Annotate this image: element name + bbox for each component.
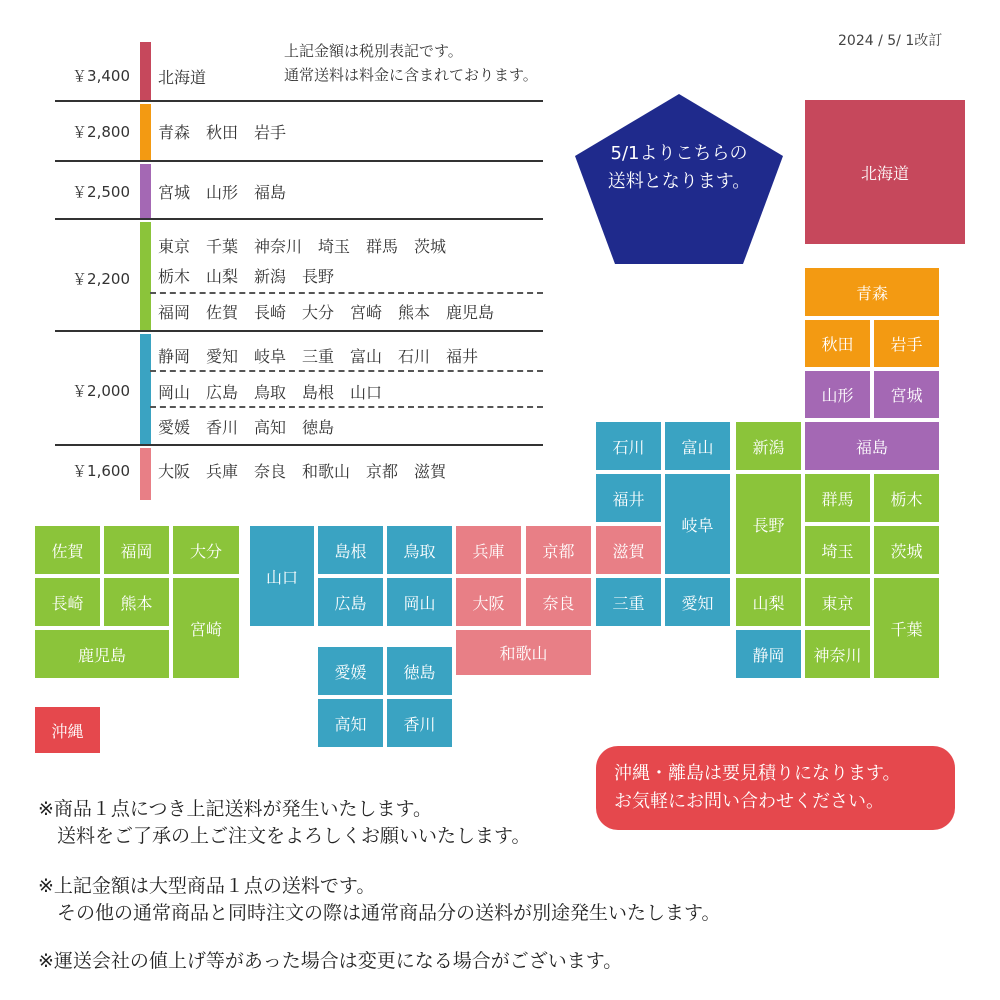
price-label: ￥1,600 [72,462,130,480]
map-tile-tottori: 鳥取 [387,526,452,574]
map-tile-gunma: 群馬 [805,474,870,522]
price-color-bar-1600 [140,448,151,500]
price-color-bar-2500 [140,164,151,218]
map-tile-miyazaki: 宮崎 [173,578,239,678]
footnote [38,873,720,927]
footnote-line: ※上記金額は大型商品１点の送料です。 [38,875,376,897]
price-label: ￥2,500 [72,183,130,201]
shipping-note: 通常送料は料金に含まれております。 [284,66,538,84]
map-tile-iwate: 岩手 [874,320,939,367]
price-label: ￥2,200 [72,270,130,288]
prefecture-list: 大阪 兵庫 奈良 和歌山 京都 滋賀 [158,462,447,481]
table-dashed-divider [150,292,543,294]
prefecture-list: 宮城 山形 福島 [158,183,287,202]
prefecture-list: 青森 秋田 岩手 [158,123,287,142]
prefecture-list: 福岡 佐賀 長崎 大分 宮崎 熊本 鹿児島 [158,303,495,322]
footnote [38,796,530,850]
tax-note: 上記金額は税別表記です。 [284,42,463,60]
price-color-bar-2000 [140,334,151,444]
map-tile-toyama: 富山 [665,422,730,470]
prefecture-list: 静岡 愛知 岐阜 三重 富山 石川 福井 [158,347,479,366]
footnote [38,948,622,975]
remote-islands-callout [596,746,955,830]
map-tile-tokushima: 徳島 [387,647,452,695]
callout-line: 沖縄・離島は要見積りになります。 [614,763,901,784]
map-tile-saga: 佐賀 [35,526,100,574]
map-tile-kagoshima: 鹿児島 [35,630,169,678]
map-tile-shimane: 島根 [318,526,383,574]
map-tile-okayama: 岡山 [387,578,452,626]
map-tile-kumamoto: 熊本 [104,578,169,626]
map-tile-yamaguchi: 山口 [250,526,314,626]
map-tile-osaka: 大阪 [456,578,521,626]
map-tile-hyogo: 兵庫 [456,526,521,574]
map-tile-fukushima: 福島 [805,422,939,470]
map-tile-fukui: 福井 [596,474,661,522]
prefecture-list: 愛媛 香川 高知 徳島 [158,418,335,437]
map-tile-mie: 三重 [596,578,661,626]
price-color-bar-2200 [140,222,151,330]
map-tile-nagano: 長野 [736,474,801,574]
map-tile-aichi: 愛知 [665,578,730,626]
map-tile-shizuoka: 静岡 [736,630,801,678]
map-tile-shiga: 滋賀 [596,526,661,574]
price-label: ￥3,400 [72,67,130,85]
revision-date: 2024 / 5/ 1改訂 [838,33,943,49]
map-tile-miyagi: 宮城 [874,371,939,418]
map-tile-nagasaki: 長崎 [35,578,100,626]
map-tile-wakayama: 和歌山 [456,630,591,675]
prefecture-list: 栃木 山梨 新潟 長野 [158,267,335,286]
map-tile-tokyo: 東京 [805,578,870,626]
footnote-line: 送料をご了承の上ご注文をよろしくお願いいたします。 [38,825,531,847]
map-tile-yamanashi: 山梨 [736,578,801,626]
map-tile-ishikawa: 石川 [596,422,661,470]
map-tile-yamagata: 山形 [805,371,870,418]
map-tile-okinawa: 沖縄 [35,707,100,753]
map-tile-niigata: 新潟 [736,422,801,470]
map-tile-gifu: 岐阜 [665,474,730,574]
price-label: ￥2,800 [72,123,130,141]
map-tile-tochigi: 栃木 [874,474,939,522]
table-dashed-divider [150,406,543,408]
table-divider [55,444,543,446]
map-tile-ibaraki: 茨城 [874,526,939,574]
prefecture-list: 北海道 [158,68,207,87]
price-color-bar-3400 [140,42,151,100]
map-tile-hiroshima: 広島 [318,578,383,626]
pentagon-badge-text [575,140,783,196]
price-color-bar-2800 [140,104,151,160]
map-tile-fukuoka: 福岡 [104,526,169,574]
table-divider [55,218,543,220]
table-divider [55,330,543,332]
table-divider [55,100,543,102]
price-label: ￥2,000 [72,382,130,400]
badge-line: 5/1よりこちらの [610,143,748,164]
map-tile-kagawa: 香川 [387,699,452,747]
map-tile-aomori: 青森 [805,268,939,316]
map-tile-saitama: 埼玉 [805,526,870,574]
footnote-line: ※運送会社の値上げ等があった場合は変更になる場合がございます。 [38,950,623,972]
map-tile-nara: 奈良 [526,578,591,626]
table-divider [55,160,543,162]
map-tile-hokkaido: 北海道 [805,100,965,244]
map-tile-kanagawa: 神奈川 [805,630,870,678]
map-tile-akita: 秋田 [805,320,870,367]
prefecture-list: 岡山 広島 鳥取 島根 山口 [158,383,383,402]
map-tile-kyoto: 京都 [526,526,591,574]
footnote-line: ※商品１点につき上記送料が発生いたします。 [38,798,433,820]
footnote-line: その他の通常商品と同時注文の際は通常商品分の送料が別途発生いたします。 [38,902,721,924]
map-tile-oita: 大分 [173,526,239,574]
callout-line: お気軽にお問い合わせください。 [614,791,884,812]
badge-line: 送料となります。 [607,171,751,192]
map-tile-kochi: 高知 [318,699,383,747]
table-dashed-divider [150,370,543,372]
map-tile-chiba: 千葉 [874,578,939,678]
prefecture-list: 東京 千葉 神奈川 埼玉 群馬 茨城 [158,237,447,256]
map-tile-ehime: 愛媛 [318,647,383,695]
